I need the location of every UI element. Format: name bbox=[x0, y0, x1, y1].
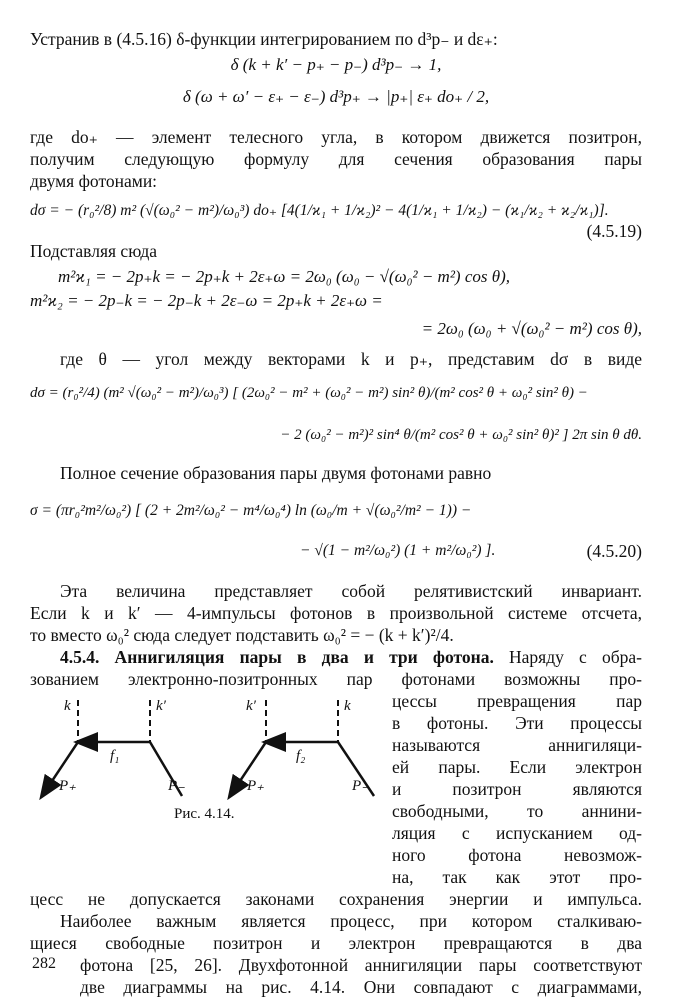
text-line: двумя фотонами: bbox=[30, 171, 158, 191]
label-pplus: -P₊ bbox=[54, 778, 77, 794]
column-line: в фотоны. Эти процессы bbox=[392, 713, 642, 733]
equation-line: = 2ω₀ (ω₀ + √(ω₀² − m²) cos θ), bbox=[421, 319, 642, 338]
text-line: Эта величина представляет собой релятивистский инвариант. bbox=[60, 581, 642, 601]
column-line: свободными, то аннини- bbox=[392, 801, 642, 821]
equation-line: σ = (πr₀²m²/ω₀²) [ (2 + 2m²/ω₀² − m⁴/ω₀⁴) ln (ω₀/m + √(ω₀²/m² − 1)) − bbox=[30, 502, 472, 519]
equation-number: (4.5.20) bbox=[586, 541, 642, 561]
equation-line: − 2 (ω₀² − m²)² sin⁴ θ/(m² cos² θ + ω₀² sin² θ)² ] 2π sin θ dθ. bbox=[280, 427, 642, 443]
text-line: Подставляя сюда bbox=[30, 241, 158, 261]
text-line: где do₊ — элемент телесного угла, в котором движется позитрон, bbox=[30, 127, 642, 147]
label-f2: f₂ bbox=[296, 748, 306, 764]
equation-line: − √(1 − m²/ω₀²) (1 + m²/ω₀²) ]. bbox=[300, 542, 496, 559]
text-line: Наиболее важным является процесс, при котором сталкиваю- bbox=[60, 911, 642, 931]
text-span: Наряду с обра- bbox=[493, 647, 642, 667]
figure-caption: Рис. 4.14. bbox=[174, 806, 235, 822]
section-heading: 4.5.4. Аннигиляция пары в два и три фотона. bbox=[60, 647, 494, 667]
text-line: цесс не допускается законами сохранения энергии и импульса. bbox=[30, 889, 642, 909]
column-line: называются аннигиляци- bbox=[392, 735, 642, 755]
text-line: щиеся свободные позитрон и электрон превращаются в два bbox=[30, 933, 642, 953]
label-pminus: P₋ bbox=[168, 778, 186, 794]
equation-line: m²ϰ₂ = − 2p₋k = − 2p₋k + 2ε₋ω = 2p₊k + 2ε₊ω = bbox=[30, 291, 383, 310]
feynman-diagram-figure bbox=[34, 688, 386, 856]
equation-line: dσ = − (r₀²/8) m² (√(ω₀² − m²)/ω₀³) do₊ [4(1/ϰ₁ + 1/ϰ₂)² − 4(1/ϰ₁ + 1/ϰ₂) − (ϰ₁/ϰ₂ + ϰ₂/ϰ₁)]. bbox=[30, 202, 609, 219]
label-k: k bbox=[64, 698, 71, 714]
label-kprime: k′ bbox=[246, 698, 256, 714]
label-f1: f₁ bbox=[110, 748, 120, 764]
equation-line: m²ϰ₁ = − 2p₊k = − 2p₊k + 2ε₊ω = 2ω₀ (ω₀ − √(ω₀² − m²) cos θ), bbox=[58, 267, 511, 286]
text-line: две диаграммы на рис. 4.14. Они совпадают с диаграммами, bbox=[80, 977, 642, 997]
text-line: где θ — угол между векторами k и p₊, представим dσ в виде bbox=[60, 349, 642, 369]
text-line: Если k и k′ — 4-импульсы фотонов в произвольной системе отсчета, bbox=[30, 603, 642, 623]
column-line: цессы превращения пар bbox=[392, 691, 642, 711]
equation-number: (4.5.19) bbox=[586, 221, 642, 241]
column-line: и позитрон являются bbox=[392, 779, 642, 799]
equation-line: dσ = (r₀²/4) (m² √(ω₀² − m²)/ω₀³) [ (2ω₀² − m² + (ω₀² − m²) sin² θ)/(m² cos² θ + ω₀² sin² θ) − bbox=[30, 385, 588, 401]
equation-line: δ (k + k′ − p₊ − p₋) d³p₋ → 1, bbox=[230, 55, 442, 74]
column-line: на, так как этот про- bbox=[392, 867, 642, 887]
label-pplus: -P₊ bbox=[242, 778, 265, 794]
text-line: Полное сечение образования пары двумя фотонами равно bbox=[60, 463, 492, 483]
text-line: то вместо ω₀² сюда следует подставить ω₀² = − (k + k′)²/4. bbox=[30, 625, 454, 645]
page-number: 282 bbox=[32, 955, 56, 972]
label-kprime: k′ bbox=[156, 698, 166, 714]
text-line bbox=[30, 646, 642, 668]
column-line: ляция с испусканием од- bbox=[392, 823, 642, 843]
text-line: Устранив в (4.5.16) δ-функции интегрированием по d³p₋ и dε₊: bbox=[30, 29, 498, 49]
text-line: зованием электронно-позитронных пар фотонами возможны про- bbox=[30, 669, 642, 689]
column-line: ей пары. Если электрон bbox=[392, 757, 642, 777]
text-line: получим следующую формулу для сечения образования пары bbox=[30, 149, 642, 169]
equation-line: δ (ω + ω′ − ε₊ − ε₋) d³p₊ → |p₊| ε₊ do₊ / 2, bbox=[182, 87, 490, 106]
column-line: ного фотона невозмож- bbox=[392, 845, 642, 865]
label-pminus: P₋ bbox=[352, 778, 370, 794]
text-line: фотона [25, 26]. Двухфотонной аннигиляции пары соответствуют bbox=[80, 955, 642, 975]
label-k: k bbox=[344, 698, 351, 714]
